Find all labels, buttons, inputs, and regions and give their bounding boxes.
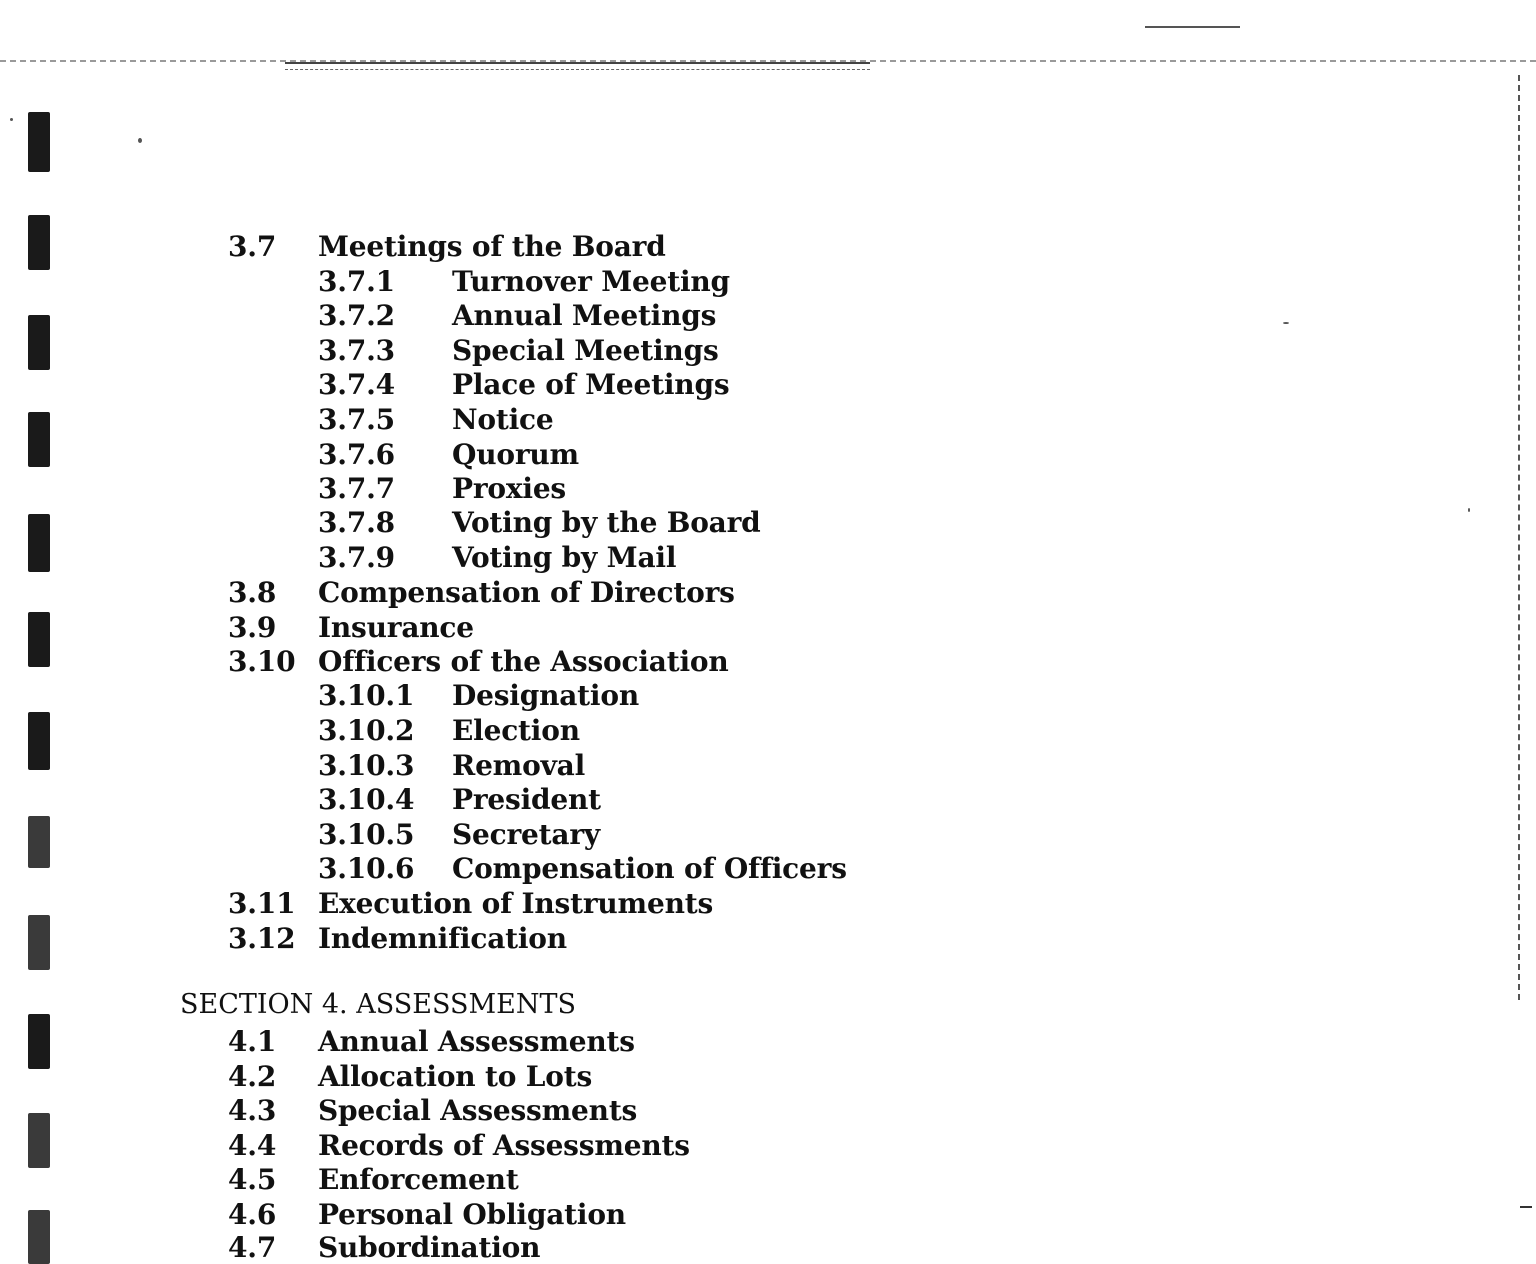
toc-subentry-title: Quorum (452, 438, 579, 471)
toc-entry-title: Enforcement (318, 1163, 519, 1196)
toc-entry-title: Annual Assessments (318, 1025, 635, 1058)
binding-mark (28, 612, 50, 667)
toc-subentry-number: 3.7.3 (318, 334, 395, 367)
toc-subentry-number: 3.10.4 (318, 783, 415, 816)
toc-entry-title: Allocation to Lots (318, 1060, 593, 1093)
scan-speck (10, 118, 13, 121)
toc-entry-number: 3.7 (228, 230, 277, 263)
section-heading: SECTION 4. ASSESSMENTS (180, 989, 576, 1020)
toc-subentry-number: 3.7.2 (318, 299, 395, 332)
toc-subentry-title: Special Meetings (452, 334, 719, 367)
toc-subentry-title: Voting by the Board (452, 506, 761, 539)
toc-subentry-number: 3.7.1 (318, 265, 395, 298)
toc-subentry-title: Election (452, 714, 580, 747)
scan-speck (138, 138, 142, 143)
toc-subentry-number: 3.7.5 (318, 403, 395, 436)
toc-subentry-title: Compensation of Officers (452, 852, 847, 885)
toc-subentry-number: 3.7.4 (318, 368, 395, 401)
toc-entry-title: Officers of the Association (318, 645, 729, 678)
binding-mark (28, 1113, 50, 1168)
toc-entry-number: 3.8 (228, 576, 277, 609)
scan-speck (1283, 322, 1289, 324)
toc-entry-title: Execution of Instruments (318, 887, 714, 920)
toc-entry-title: Compensation of Directors (318, 576, 735, 609)
scan-speck (1468, 508, 1470, 512)
binding-mark (28, 112, 50, 172)
toc-subentry-number: 3.10.1 (318, 679, 415, 712)
toc-subentry-title: Voting by Mail (452, 541, 677, 574)
scan-artifact-line (1145, 26, 1240, 28)
page-edge-line (1518, 75, 1520, 1000)
toc-entry-number: 4.5 (228, 1163, 277, 1196)
toc-entry-number: 4.2 (228, 1060, 277, 1093)
toc-subentry-number: 3.7.9 (318, 541, 395, 574)
toc-subentry-title: Secretary (452, 818, 600, 851)
toc-entry-title: Insurance (318, 611, 474, 644)
toc-entry-number: 4.7 (228, 1231, 277, 1264)
toc-entry-title: Special Assessments (318, 1094, 638, 1127)
binding-mark (28, 816, 50, 868)
page-edge-tick (1520, 1206, 1532, 1208)
toc-subentry-number: 3.7.8 (318, 506, 395, 539)
toc-subentry-number: 3.10.6 (318, 852, 415, 885)
toc-subentry-title: Notice (452, 403, 554, 436)
binding-mark (28, 514, 50, 572)
toc-subentry-number: 3.10.5 (318, 818, 415, 851)
toc-entry-number: 4.1 (228, 1025, 277, 1058)
toc-subentry-number: 3.10.2 (318, 714, 415, 747)
toc-entry-title: Indemnification (318, 922, 567, 955)
toc-entry-number: 4.6 (228, 1198, 277, 1231)
binding-mark (28, 915, 50, 970)
toc-entry-number: 4.4 (228, 1129, 277, 1162)
toc-entry-title: Meetings of the Board (318, 230, 666, 263)
toc-entry-title: Subordination (318, 1231, 541, 1264)
toc-subentry-number: 3.7.7 (318, 472, 395, 505)
toc-entry-number: 3.12 (228, 922, 296, 955)
toc-entry-number: 3.10 (228, 645, 296, 678)
toc-subentry-title: Place of Meetings (452, 368, 730, 401)
toc-subentry-number: 3.10.3 (318, 749, 415, 782)
toc-subentry-title: Designation (452, 679, 639, 712)
toc-entry-title: Personal Obligation (318, 1198, 626, 1231)
toc-subentry-title: Annual Meetings (452, 299, 717, 332)
toc-subentry-title: Proxies (452, 472, 566, 505)
toc-subentry-title: Turnover Meeting (452, 265, 730, 298)
toc-entry-title: Records of Assessments (318, 1129, 690, 1162)
toc-entry-number: 3.11 (228, 887, 296, 920)
scan-artifact-rule (285, 62, 870, 70)
binding-mark (28, 215, 50, 270)
binding-mark (28, 412, 50, 467)
binding-mark (28, 1014, 50, 1069)
toc-subentry-number: 3.7.6 (318, 438, 395, 471)
binding-mark (28, 1210, 50, 1264)
binding-mark (28, 315, 50, 370)
toc-subentry-title: President (452, 783, 601, 816)
toc-entry-number: 3.9 (228, 611, 277, 644)
toc-subentry-title: Removal (452, 749, 586, 782)
binding-mark (28, 712, 50, 770)
toc-entry-number: 4.3 (228, 1094, 277, 1127)
